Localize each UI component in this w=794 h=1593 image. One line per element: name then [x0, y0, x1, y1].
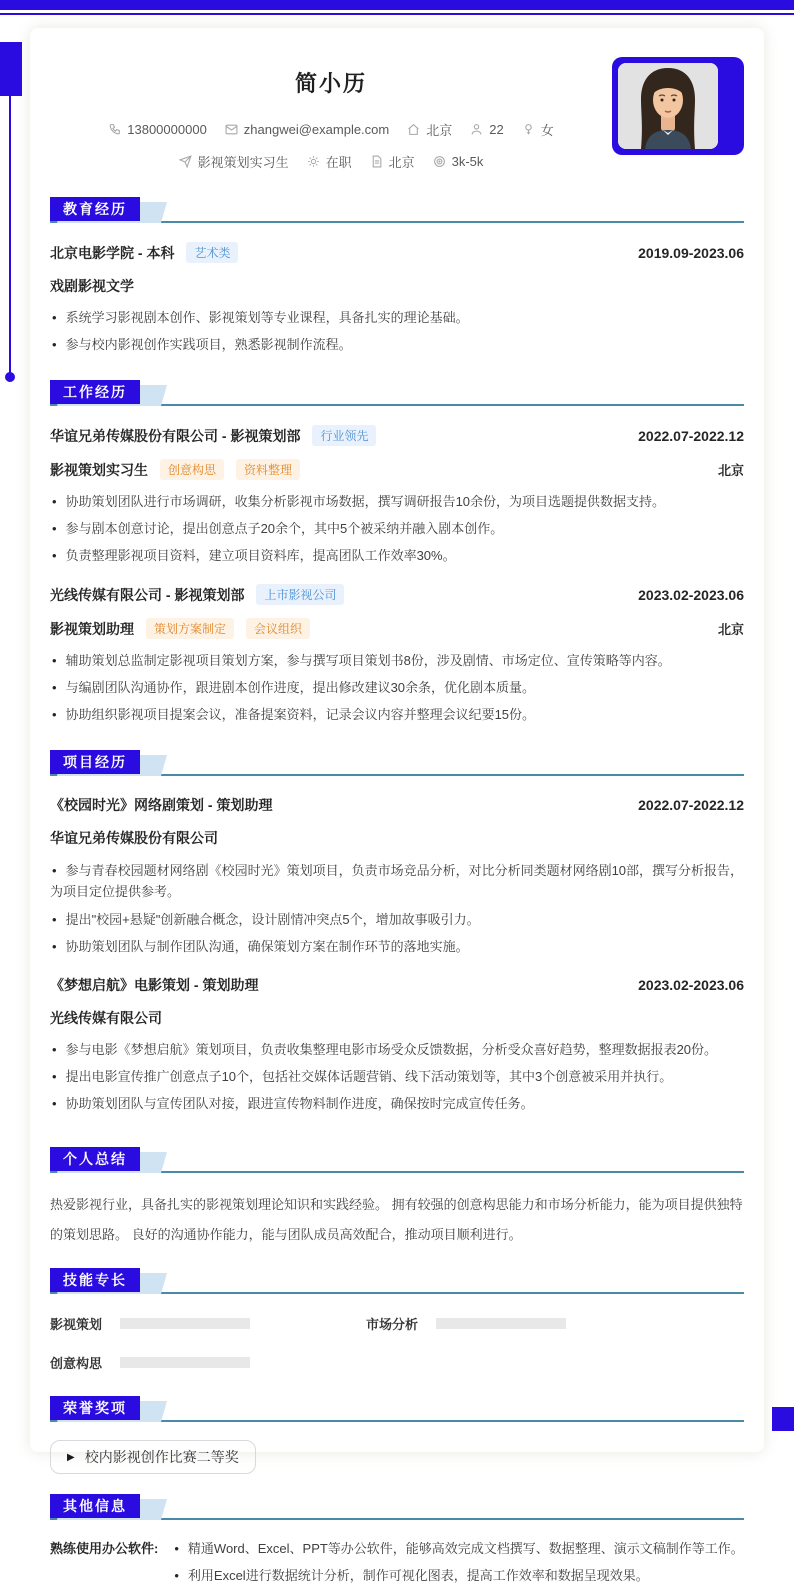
project-name: 《校园时光》网络剧策划 - 策划助理 — [50, 797, 273, 813]
skill-label: 创意构思 — [50, 1356, 103, 1371]
work-date: 2023.02-2023.06 — [638, 586, 744, 603]
company-name: 光线传媒有限公司 - 影视策划部 — [50, 586, 245, 603]
age-value: 22 — [489, 122, 504, 137]
section-honors — [50, 1396, 744, 1474]
work-date: 2022.07-2022.12 — [638, 427, 744, 444]
other-label: 熟练使用办公软件: — [50, 1541, 159, 1556]
skill-progress-track — [436, 1318, 566, 1329]
summary-section-title: 个人总结 — [50, 1147, 140, 1171]
projects-section-title: 项目经历 — [50, 750, 140, 774]
award-item — [50, 1440, 256, 1474]
section-other — [50, 1494, 744, 1593]
resume-content — [0, 57, 794, 1593]
work-bullet: • 参与剧本创意讨论，提出创意点子20余个，其中5个被采纳并融入剧本创作。 — [52, 521, 504, 536]
work-bullet: • 协助组织影视项目提案会议，准备提案资料，记录会议内容并整理会议纪要15份。 — [52, 707, 536, 722]
award-text: 校内影视创作比赛二等奖 — [84, 1449, 239, 1465]
top-accent-bar — [0, 0, 794, 10]
phone-icon — [108, 123, 121, 136]
contact-job-intention — [179, 152, 289, 171]
work-entry-2 — [50, 584, 744, 724]
photo-frame — [612, 57, 744, 155]
role-name: 影视策划实习生 — [50, 461, 148, 478]
summary-header — [50, 1147, 744, 1173]
contact-row-1 — [50, 120, 612, 139]
job-intention-icon — [179, 155, 192, 168]
left-accent-square — [0, 42, 22, 96]
left-accent-line — [9, 96, 11, 374]
contact-gender — [522, 120, 554, 139]
project-company: 光线传媒有限公司 — [50, 1010, 162, 1026]
school-name: 北京电影学院 - 本科 — [50, 244, 175, 261]
work-section-title: 工作经历 — [50, 380, 140, 404]
work-bullet: • 协助策划团队进行市场调研，收集分析影视市场数据，撰写调研报告10余份，为项目选题提供数据支持。 — [52, 494, 666, 509]
salary-value: 3k-5k — [451, 154, 484, 169]
role-tag: 资料整理 — [236, 459, 300, 480]
job-intention-value: 影视策划实习生 — [197, 155, 289, 170]
skills-section-title: 技能专长 — [50, 1268, 140, 1292]
company-tag: 行业领先 — [312, 425, 376, 446]
skill-label: 影视策划 — [50, 1317, 103, 1332]
project-bullet: • 提出电影宣传推广创意点子10个，包括社交媒体话题营销、线下活动策划等，其中3个创意被采用并执行。 — [52, 1069, 673, 1084]
work-bullet: • 负责整理影视项目资料，建立项目资料库，提高团队工作效率30%。 — [52, 548, 456, 563]
mail-icon — [225, 123, 238, 136]
education-header — [50, 197, 744, 223]
work-entry-1 — [50, 425, 744, 565]
left-accent-dot — [5, 372, 15, 382]
status-value: 在职 — [325, 155, 352, 170]
company-name: 华谊兄弟传媒股份有限公司 - 影视策划部 — [50, 427, 301, 444]
other-bullet: • 精通Word、Excel、PPT等办公软件，能够高效完成文档撰写、数据整理、演示文稿制作等工作。 — [174, 1541, 744, 1556]
phone-value: 13800000000 — [127, 122, 207, 137]
skills-header — [50, 1268, 744, 1294]
section-education — [50, 197, 744, 354]
education-date: 2019.09-2023.06 — [638, 244, 744, 261]
other-section-title: 其他信息 — [50, 1494, 140, 1518]
header-info — [50, 57, 612, 171]
summary-text: 热爱影视行业，具备扎实的影视策划理论知识和实践经验。 拥有较强的创意构思能力和市场分析能力，能为项目提供独特的策划思路。 良好的沟通协作能力，能与团队成员高效配合，推动项目顺利进行。 — [50, 1197, 743, 1242]
project-date: 2022.07-2022.12 — [638, 797, 744, 813]
project-entry-2 — [50, 975, 744, 1113]
skill-item — [366, 1314, 610, 1333]
role-tag: 会议组织 — [246, 618, 310, 639]
skill-progress-track — [120, 1357, 250, 1368]
home-icon — [407, 123, 420, 136]
skills-grid — [50, 1314, 610, 1372]
status-icon — [307, 155, 320, 168]
project-bullet: • 协助策划团队与宣传团队对接，跟进宣传物料制作进度，确保按时完成宣传任务。 — [52, 1096, 534, 1111]
education-tag: 艺术类 — [186, 242, 238, 263]
section-summary — [50, 1147, 744, 1250]
home-city-value: 北京 — [426, 123, 453, 138]
other-bullet: • 利用Excel进行数据统计分析，制作可视化图表，提高工作效率和数据呈现效果。 — [174, 1568, 649, 1583]
contact-status — [307, 152, 352, 171]
project-entry-1 — [50, 795, 744, 956]
section-work — [50, 380, 744, 724]
role-name: 影视策划助理 — [50, 620, 134, 637]
skill-item — [50, 1314, 294, 1333]
bottom-right-accent-square — [772, 1407, 794, 1431]
gender-icon — [522, 123, 535, 136]
education-section-title: 教育经历 — [50, 197, 140, 221]
city-value: 北京 — [388, 155, 415, 170]
work-location: 北京 — [717, 463, 744, 478]
candidate-photo — [618, 63, 718, 149]
project-date: 2023.02-2023.06 — [638, 977, 744, 993]
candidate-name: 简小历 — [294, 71, 367, 96]
section-projects — [50, 750, 744, 1113]
honors-header — [50, 1396, 744, 1422]
other-info-row — [50, 1539, 744, 1593]
contact-age — [470, 120, 503, 139]
email-value: zhangwei@example.com — [243, 122, 390, 137]
role-tag: 策划方案制定 — [146, 618, 234, 639]
section-skills — [50, 1268, 744, 1372]
city-icon — [370, 155, 383, 168]
major-name: 戏剧影视文学 — [50, 278, 134, 294]
contact-salary — [433, 152, 484, 171]
project-company: 华谊兄弟传媒股份有限公司 — [50, 830, 218, 846]
resume-header — [50, 57, 744, 171]
education-bullet: • 参与校内影视创作实践项目，熟悉影视制作流程。 — [52, 337, 352, 352]
project-bullet: • 协助策划团队与制作团队沟通，确保策划方案在制作环节的落地实施。 — [52, 939, 469, 954]
salary-icon — [433, 155, 446, 168]
contact-home — [407, 120, 452, 139]
skill-item — [50, 1353, 294, 1372]
play-triangle-icon: ▶ — [67, 1451, 75, 1463]
company-tag: 上市影视公司 — [256, 584, 344, 605]
work-bullet: • 辅助策划总监制定影视项目策划方案，参与撰写项目策划书8份，涉及剧情、市场定位、宣传策略等内容。 — [52, 653, 671, 668]
education-entry — [50, 242, 744, 354]
contact-email — [225, 120, 389, 139]
age-icon — [470, 123, 483, 136]
project-bullet: • 参与电影《梦想启航》策划项目，负责收集整理电影市场受众反馈数据，分析受众喜好趋势，整理数据报表20份。 — [52, 1042, 718, 1057]
project-name: 《梦想启航》电影策划 - 策划助理 — [50, 977, 259, 993]
projects-header — [50, 750, 744, 776]
role-tag: 创意构思 — [160, 459, 224, 480]
work-location: 北京 — [717, 622, 744, 637]
other-header — [50, 1494, 744, 1520]
skill-label: 市场分析 — [366, 1317, 419, 1332]
education-bullet: • 系统学习影视剧本创作、影视策划等专业课程，具备扎实的理论基础。 — [52, 310, 469, 325]
work-bullet: • 与编剧团队沟通协作，跟进剧本创作进度，提出修改建议30余条，优化剧本质量。 — [52, 680, 536, 695]
project-bullet: • 提出"校园+悬疑"创新融合概念，设计剧情冲突点5个，增加故事吸引力。 — [52, 912, 480, 927]
project-bullet: • 参与青春校园题材网络剧《校园时光》策划项目，负责市场竞品分析，对比分析同类题材网络剧10部，撰写分析报告，为项目定位提供参考。 — [50, 863, 744, 899]
work-header — [50, 380, 744, 406]
honors-section-title: 荣誉奖项 — [50, 1396, 140, 1420]
contact-row-2 — [50, 152, 612, 171]
skill-progress-track — [120, 1318, 250, 1329]
contact-phone — [108, 120, 207, 139]
contact-city — [370, 152, 415, 171]
gender-value: 女 — [540, 123, 554, 138]
top-accent-line — [0, 13, 794, 15]
